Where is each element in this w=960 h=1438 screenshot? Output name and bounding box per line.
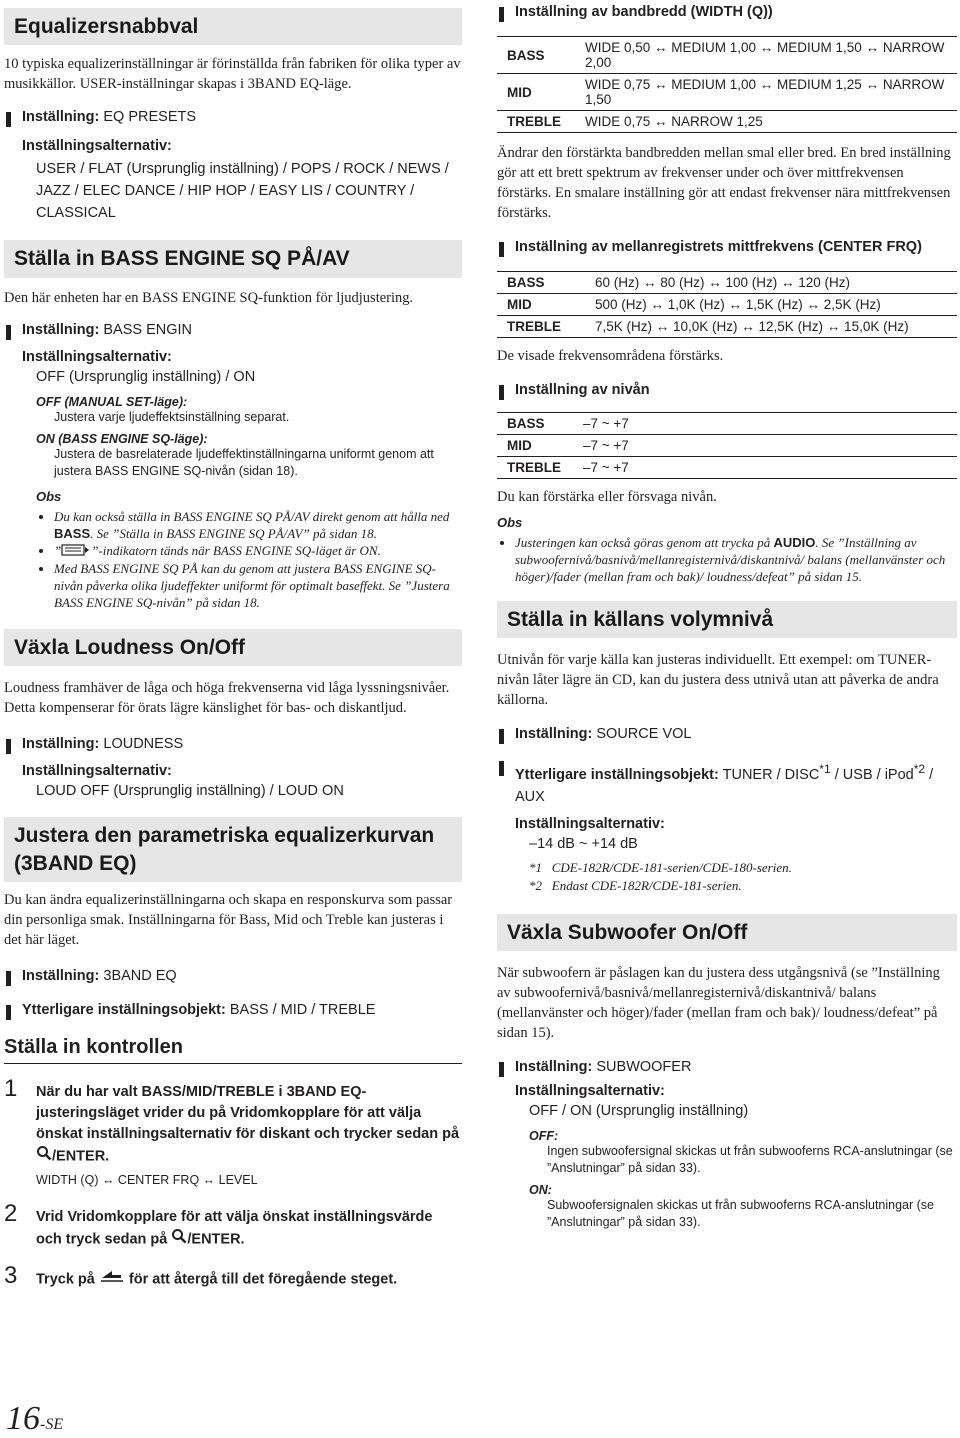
table-row: MID –7 ~ +7	[497, 435, 957, 457]
setting-label: Inställning:	[22, 736, 100, 753]
eq-presets-options-value: USER / FLAT (Ursprunglig inställning) / POPS / ROCK / NEWS / JAZZ / ELEC DANCE / HIP HOP / EASY LIS / COUNTRY / CLASSICAL	[36, 161, 449, 222]
table-row: MID WIDE 0,75 ↔ MEDIUM 1,00 ↔ MEDIUM 1,25 ↔ NARROW 1,50	[497, 74, 957, 111]
loudness-options-value: LOUD OFF (Ursprunglig inställning) / LOUD ON	[36, 783, 344, 800]
bass-engine-obs-list	[4, 508, 462, 612]
source-vol-options-label: Inställningsalternativ:	[515, 816, 665, 833]
audio-key-label: AUDIO	[773, 535, 816, 550]
section-heading-param-eq: Justera den parametriska equalizerkurvan (3BAND EQ)	[4, 817, 462, 882]
bass-engine-off-text: Justera varje ljudeffektsinställning separat.	[54, 409, 290, 424]
table-row: TREBLE 7,5K (Hz) ↔ 10,0K (Hz) ↔ 12,5K (Hz) ↔ 15,0K (Hz)	[497, 316, 957, 338]
loudness-options-label: Inställningsalternativ:	[22, 763, 172, 780]
width-setting	[497, 4, 957, 20]
section-heading-subwoofer: Växla Subwoofer On/Off	[497, 914, 957, 951]
table-row: BASS –7 ~ +7	[497, 413, 957, 435]
table-row: MID 500 (Hz) ↔ 1,0K (Hz) ↔ 1,5K (Hz) ↔ 2,5K (Hz)	[497, 294, 957, 316]
param-eq-setting	[4, 968, 462, 984]
section-heading-controls: Ställa in kontrollen	[4, 1036, 462, 1064]
step-number: 1	[4, 1075, 18, 1102]
subwoofer-on-label: ON:	[529, 1183, 552, 1198]
subwoofer-options-value: OFF / ON (Ursprunglig inställning)	[529, 1103, 749, 1120]
setting-value: SUBWOOFER	[596, 1059, 692, 1076]
bass-engine-on-label: ON (BASS ENGINE SQ-läge):	[36, 431, 208, 446]
setting-label: Inställning:	[22, 109, 100, 126]
eq-presets-setting	[4, 109, 462, 125]
setting-value: SOURCE VOL	[596, 726, 692, 743]
setting-label: Inställning av nivån	[515, 382, 650, 398]
bass-key-label: BASS	[54, 525, 91, 541]
source-vol-setting	[497, 726, 957, 742]
subwoofer-on-text: Subwoofersignalen skickas ut från subwooferns RCA-anslutningar (se ”Anslutningar” på sidan 33).	[547, 1198, 934, 1230]
section-heading-bass-engine: Ställa in BASS ENGINE SQ PÅ/AV	[4, 240, 462, 277]
table-row: BASS 60 (Hz) ↔ 80 (Hz) ↔ 100 (Hz) ↔ 120 (Hz)	[497, 272, 957, 294]
setting-label: Inställning av mellanregistrets mittfrekvens (CENTER FRQ)	[515, 239, 922, 255]
footnote-1: *1 CDE-182R/CDE-181-serien/CDE-180-serien.	[529, 860, 792, 876]
subwoofer-off-text: Ingen subwoofersignal skickas ut från subwooferns RCA-anslutningar (se ”Anslutningar” på sidan 33).	[547, 1144, 953, 1176]
center-frq-table	[497, 271, 957, 338]
setting-label: Inställning:	[515, 726, 593, 743]
setting-value: LOUDNESS	[103, 736, 184, 753]
source-vol-intro: Utnivån för varje källa kan justeras individuellt. Ett exempel: om TUNER-nivån låter lägre än CD, kan du justera dess utnivå utan att påverka de andra källorna.	[497, 652, 939, 709]
setting-label: Ytterligare inställningsobjekt:	[22, 1002, 226, 1018]
left-column	[4, 0, 462, 1290]
subwoofer-off-label: OFF:	[529, 1129, 559, 1144]
section-heading-eq-presets: Equalizersnabbval	[4, 8, 462, 45]
back-icon	[99, 1269, 125, 1290]
setting-label: Ytterligare inställningsobjekt:	[515, 767, 719, 784]
setting-label: Inställning:	[22, 968, 100, 984]
level-note: Du kan förstärka eller försvaga nivån.	[497, 489, 717, 505]
setting-value: BASS / MID / TREBLE	[229, 1002, 376, 1018]
setting-label: Inställning av bandbredd (WIDTH (Q))	[515, 4, 773, 20]
setting-label: Inställning:	[515, 1059, 593, 1076]
subwoofer-intro: När subwoofern är påslagen kan du justera dess utgångsnivå (se ”Inställning av subwoofernivå/basnivå/mellanregisternivå/diskantnivå/ balans (mellanvänster och höger)/fader (mellan fram och bak)/ loudness/defeat” på sidan 15).	[497, 965, 940, 1042]
obs-item: • ” ”-indikatorn tänds när BASS ENGINE SQ-läget är ON.	[54, 542, 462, 561]
param-eq-intro: Du kan ändra equalizerinställningarna och skapa en responskurva som passar din personliga smak. Inställningarna för Bass, Mid och Treble kan justeras i det här läget.	[4, 892, 453, 948]
loudness-intro: Loudness framhäver de låga och höga frekvenserna vid låga lyssningsnivåer. Detta kompenserar för örats lägre känslighet för bas- och diskantljud.	[4, 680, 450, 717]
obs-item: • Justeringen kan också göras genom att trycka på AUDIO. Se ”Inställning av subwoofernivå/basnivå/mellanregisternivå/diskantnivå/ balans (mellanvänster och höger)/fader (mellan fram och bak)/ loudness/defeat” på sidan 15.	[515, 534, 957, 585]
search-icon	[36, 1145, 52, 1168]
step-number: 3	[4, 1262, 18, 1289]
bass-engine-intro: Den här enheten har en BASS ENGINE SQ-funktion för ljudjustering.	[4, 289, 414, 306]
bass-engine-options-label: Inställningsalternativ:	[22, 348, 172, 365]
search-icon	[171, 1228, 187, 1251]
obs-item: • Med BASS ENGINE SQ PÅ kan du genom att justera BASS ENGINE SQ-nivån påverka olika ljudeffekter uniformt för optimalt baseffekt. Se ”Justera BASS ENGINE SQ-nivån” på sidan 18.	[54, 560, 462, 611]
obs-item: • Du kan också ställa in BASS ENGINE SQ PÅ/AV direkt genom att hålla ned BASS. Se ”Ställa in BASS ENGINE SQ PÅ/AV” på sidan 18.	[54, 508, 462, 542]
step-1: 1 När du har valt BASS/MID/TREBLE i 3BAND EQ-justeringsläget vrider du på Vridomkopplare för att välja önskat inställningsalternativ för diskant och trycker sedan på /ENTER. WIDTH (Q) ↔ CENTER FRQ ↔ LEVEL	[4, 1082, 462, 1191]
eq-presets-options-label: Inställningsalternativ:	[22, 138, 172, 155]
table-row: TREBLE –7 ~ +7	[497, 457, 957, 479]
section-heading-source-vol: Ställa in källans volymnivå	[497, 601, 957, 638]
loudness-setting	[4, 736, 462, 752]
footnote-2: *2 Endast CDE-182R/CDE-181-serien.	[529, 878, 742, 894]
subwoofer-setting	[497, 1059, 957, 1075]
bass-engine-on-text: Justera de basrelaterade ljudeffektinställningarna uniformt genom att justera BASS ENGINE SQ-nivån (sidan 18).	[54, 446, 434, 478]
table-row: BASS WIDE 0,50 ↔ MEDIUM 1,00 ↔ MEDIUM 1,50 ↔ NARROW 2,00	[497, 37, 957, 74]
step-2: 2 Vrid Vridomkopplare för att välja önskat inställningsvärde och tryck sedan på /ENTER.	[4, 1207, 462, 1251]
page-suffix: -SE	[40, 1416, 64, 1433]
width-note: Ändrar den förstärkta bandbredden mellan smal eller bred. En bred inställning gör att ett brett spektrum av frekvenser under och över mittfrekvensen förstärks. En smalare inställning gör att endast frekvenser nära mittfrekvensen förstärks.	[497, 145, 951, 221]
step-3: 3 Tryck på för att återgå till det föregående steget.	[4, 1262, 398, 1289]
eq-presets-intro: 10 typiska equalizerinställningar är förinställda från fabriken för olika typer av musikkällor. USER-inställningar skapas i 3BAND EQ-läge.	[4, 56, 461, 93]
bass-engine-options-value: OFF (Ursprunglig inställning) / ON	[36, 368, 256, 385]
rotary-encoder-label: Vridomkopplare	[230, 1105, 340, 1121]
setting-label: Inställning:	[22, 321, 100, 338]
source-vol-options-value: –14 dB ~ +14 dB	[529, 836, 638, 853]
source-vol-more-setting: Ytterligare inställningsobjekt: TUNER / DISC$^{*1}$ / USB / iPod$^{*2}$ / AUX	[497, 758, 957, 808]
level-setting	[497, 382, 957, 398]
bass-engine-indicator-icon	[61, 543, 91, 560]
step-1-sub: WIDTH (Q) ↔ CENTER FRQ ↔ LEVEL	[36, 1173, 258, 1187]
center-frq-note: De visade frekvensområdena förstärks.	[497, 348, 724, 364]
level-obs-list	[497, 534, 957, 585]
setting-value: BASS ENGIN	[103, 321, 193, 338]
step-number: 2	[4, 1200, 18, 1227]
rotary-encoder-label: Vridomkopplare	[67, 1209, 178, 1225]
table-row: TREBLE WIDE 0,75 ↔ NARROW 1,25	[497, 111, 957, 133]
level-obs-label: Obs	[497, 515, 523, 530]
page-number: 16-SE	[6, 1400, 64, 1437]
subwoofer-options-label: Inställningsalternativ:	[515, 1083, 665, 1100]
bass-engine-obs-label: Obs	[36, 488, 62, 504]
center-frq-setting	[497, 239, 957, 255]
right-column	[497, 0, 957, 1231]
setting-value: EQ PRESETS	[103, 109, 197, 126]
width-table	[497, 36, 957, 133]
level-table	[497, 412, 957, 479]
param-eq-more-setting	[4, 1002, 462, 1018]
section-heading-loudness: Växla Loudness On/Off	[4, 629, 462, 666]
bass-engine-off-label: OFF (MANUAL SET-läge):	[36, 394, 188, 409]
setting-value: 3BAND EQ	[103, 968, 177, 984]
bass-engine-setting	[4, 322, 462, 338]
